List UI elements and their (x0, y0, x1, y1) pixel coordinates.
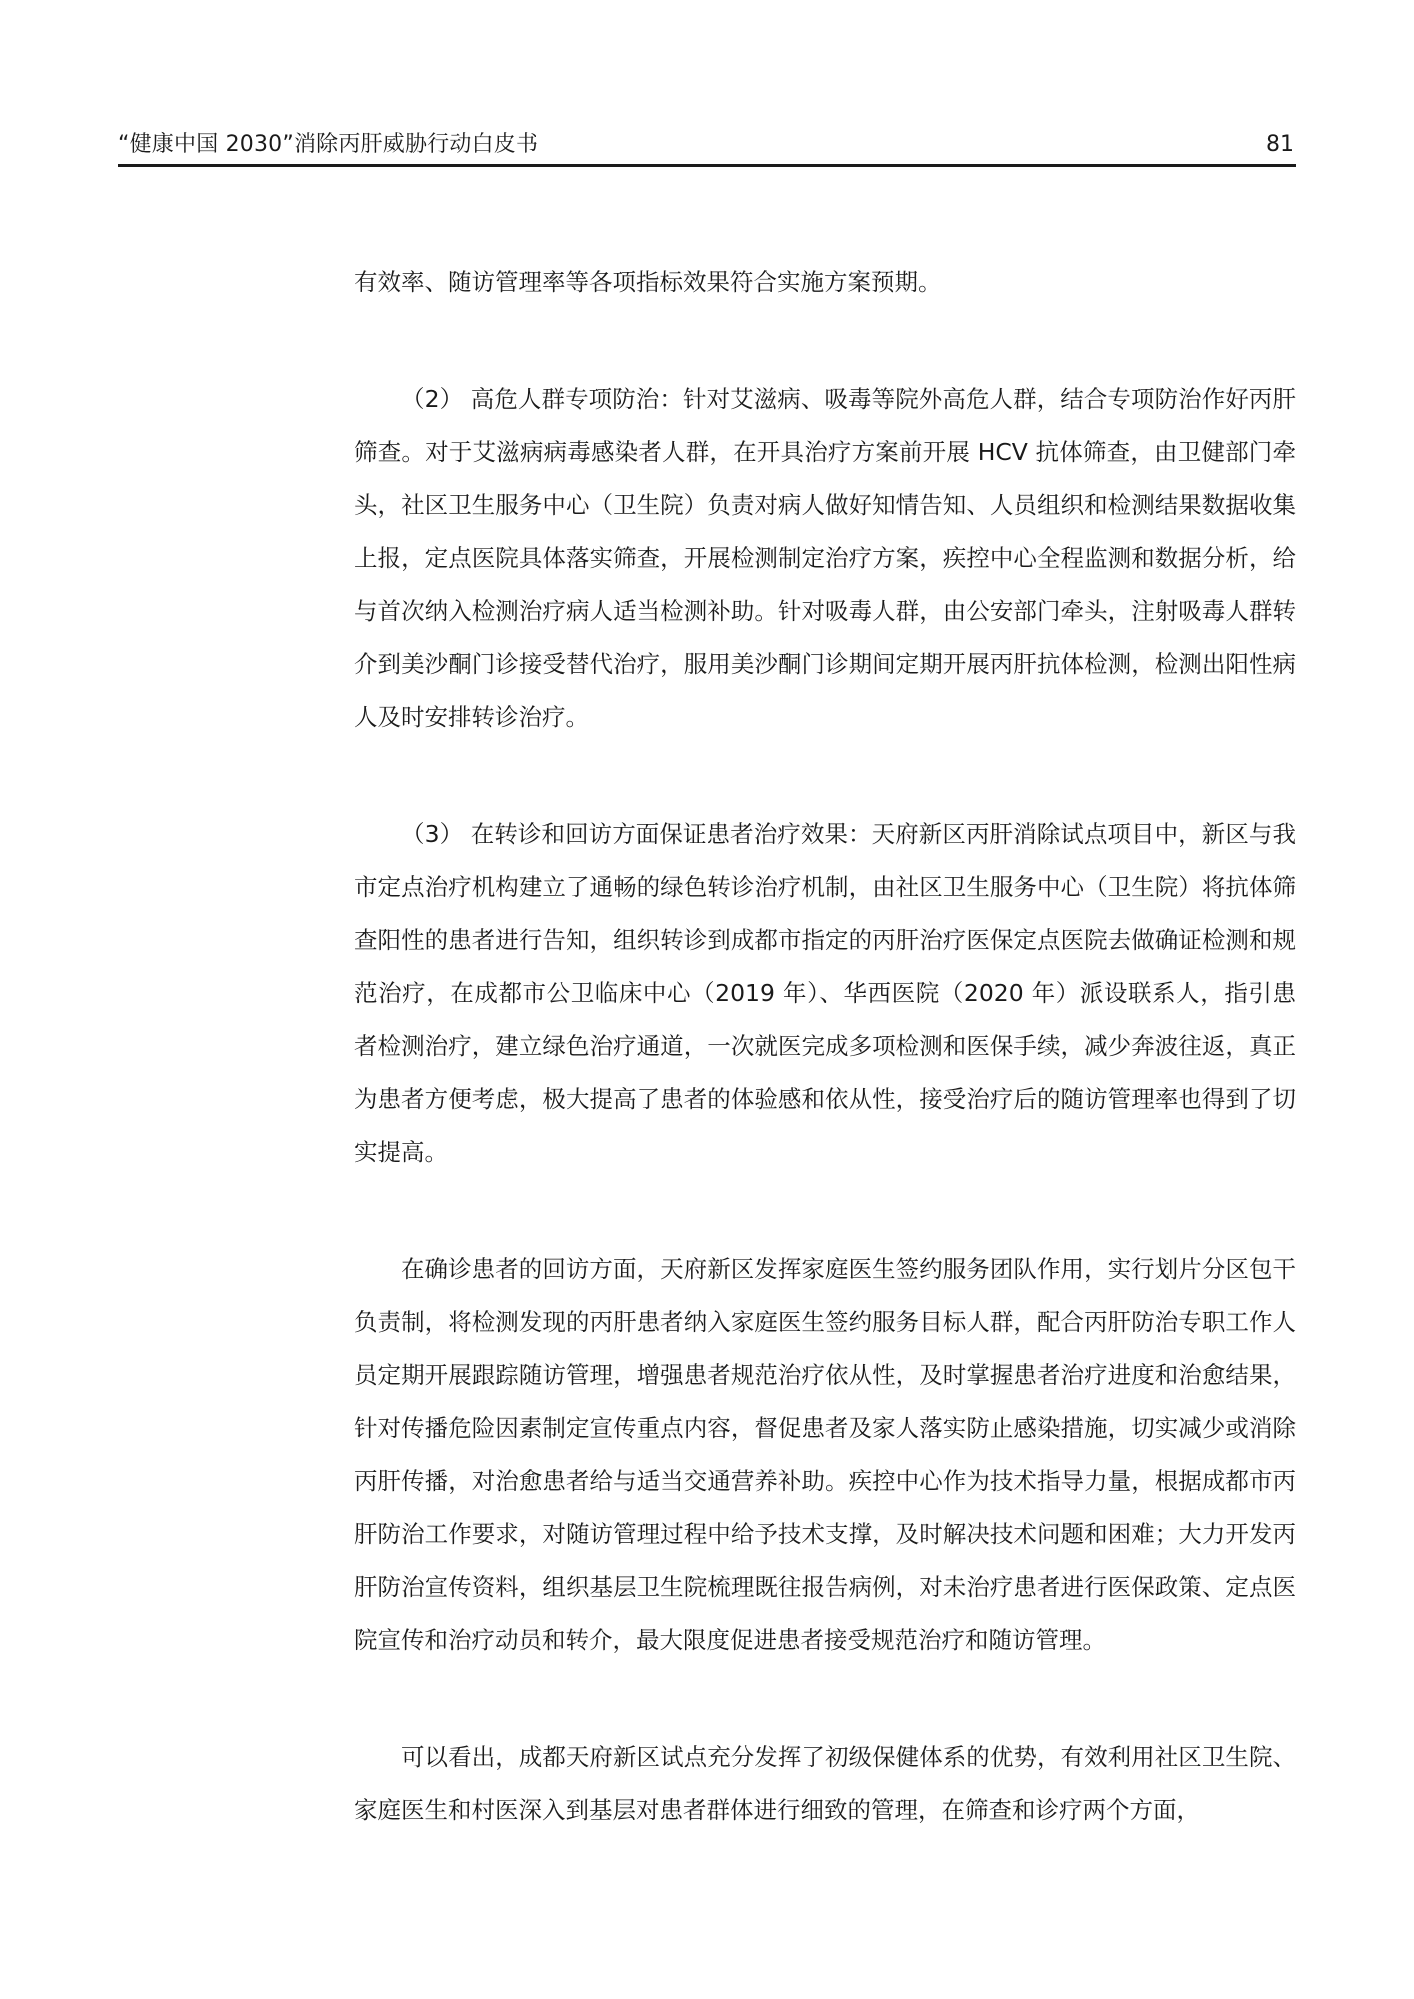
header-divider (118, 164, 1296, 167)
running-header (118, 126, 1296, 168)
paragraph-high-risk-groups: （2） 高危人群专项防治：针对艾滋病、吸毒等院外高危人群，结合专项防治作好丙肝筛查。对于艾滋病病毒感染者人群，在开具治疗方案前开展 HCV 抗体筛查，由卫健部门牵头，社区卫生服务中心（卫生院）负责对病人做好知情告知、人员组织和检测结果数据收集上报，定点医院具体落实筛查，开展检测制定治疗方案，疾控中心全程监测和数据分析，给与首次纳入检测治疗病人适当检测补助。针对吸毒人群，由公安部门牵头，注射吸毒人群转介到美沙酮门诊接受替代治疗，服用美沙酮门诊期间定期开展丙肝抗体检测，检测出阳性病人及时安排转诊治疗。 (354, 385, 1296, 731)
body-text (354, 256, 1296, 1837)
paragraph-referral-follow-up: （3） 在转诊和回访方面保证患者治疗效果：天府新区丙肝消除试点项目中，新区与我市定点治疗机构建立了通畅的绿色转诊治疗机制，由社区卫生服务中心（卫生院）将抗体筛查阳性的患者进行告知，组织转诊到成都市指定的丙肝治疗医保定点医院去做确证检测和规范治疗，在成都市公卫临床中心（2019 年）、华西医院（2020 年）派设联系人，指引患者检测治疗，建立绿色治疗通道，一次就医完成多项检测和医保手续，减少奔波往返，真正为患者方便考虑，极大提高了患者的体验感和依从性，接受治疗后的随访管理率也得到了切实提高。 (354, 820, 1296, 1166)
paragraph-conclusion: 可以看出，成都天府新区试点充分发挥了初级保健体系的优势，有效利用社区卫生院、家庭医生和村医深入到基层对患者群体进行细致的管理，在筛查和诊疗两个方面， (354, 1743, 1296, 1824)
page-number: 81 (1266, 132, 1294, 157)
paragraph-patient-follow-up: 在确诊患者的回访方面，天府新区发挥家庭医生签约服务团队作用，实行划片分区包干负责制，将检测发现的丙肝患者纳入家庭医生签约服务目标人群，配合丙肝防治专职工作人员定期开展跟踪随访管理，增强患者规范治疗依从性，及时掌握患者治疗进度和治愈结果，针对传播危险因素制定宣传重点内容，督促患者及家人落实防止感染措施，切实减少或消除丙肝传播，对治愈患者给与适当交通营养补助。疾控中心作为技术指导力量，根据成都市丙肝防治工作要求，对随访管理过程中给予技术支撑，及时解决技术问题和困难；大力开发丙肝防治宣传资料，组织基层卫生院梳理既往报告病例，对未治疗患者进行医保政策、定点医院宣传和治疗动员和转介，最大限度促进患者接受规范治疗和随访管理。 (354, 1255, 1296, 1654)
paragraph-continuation: 有效率、随访管理率等各项指标效果符合实施方案预期。 (354, 268, 942, 296)
document-title: “健康中国 2030”消除丙肝威胁行动白皮书 (118, 132, 539, 157)
